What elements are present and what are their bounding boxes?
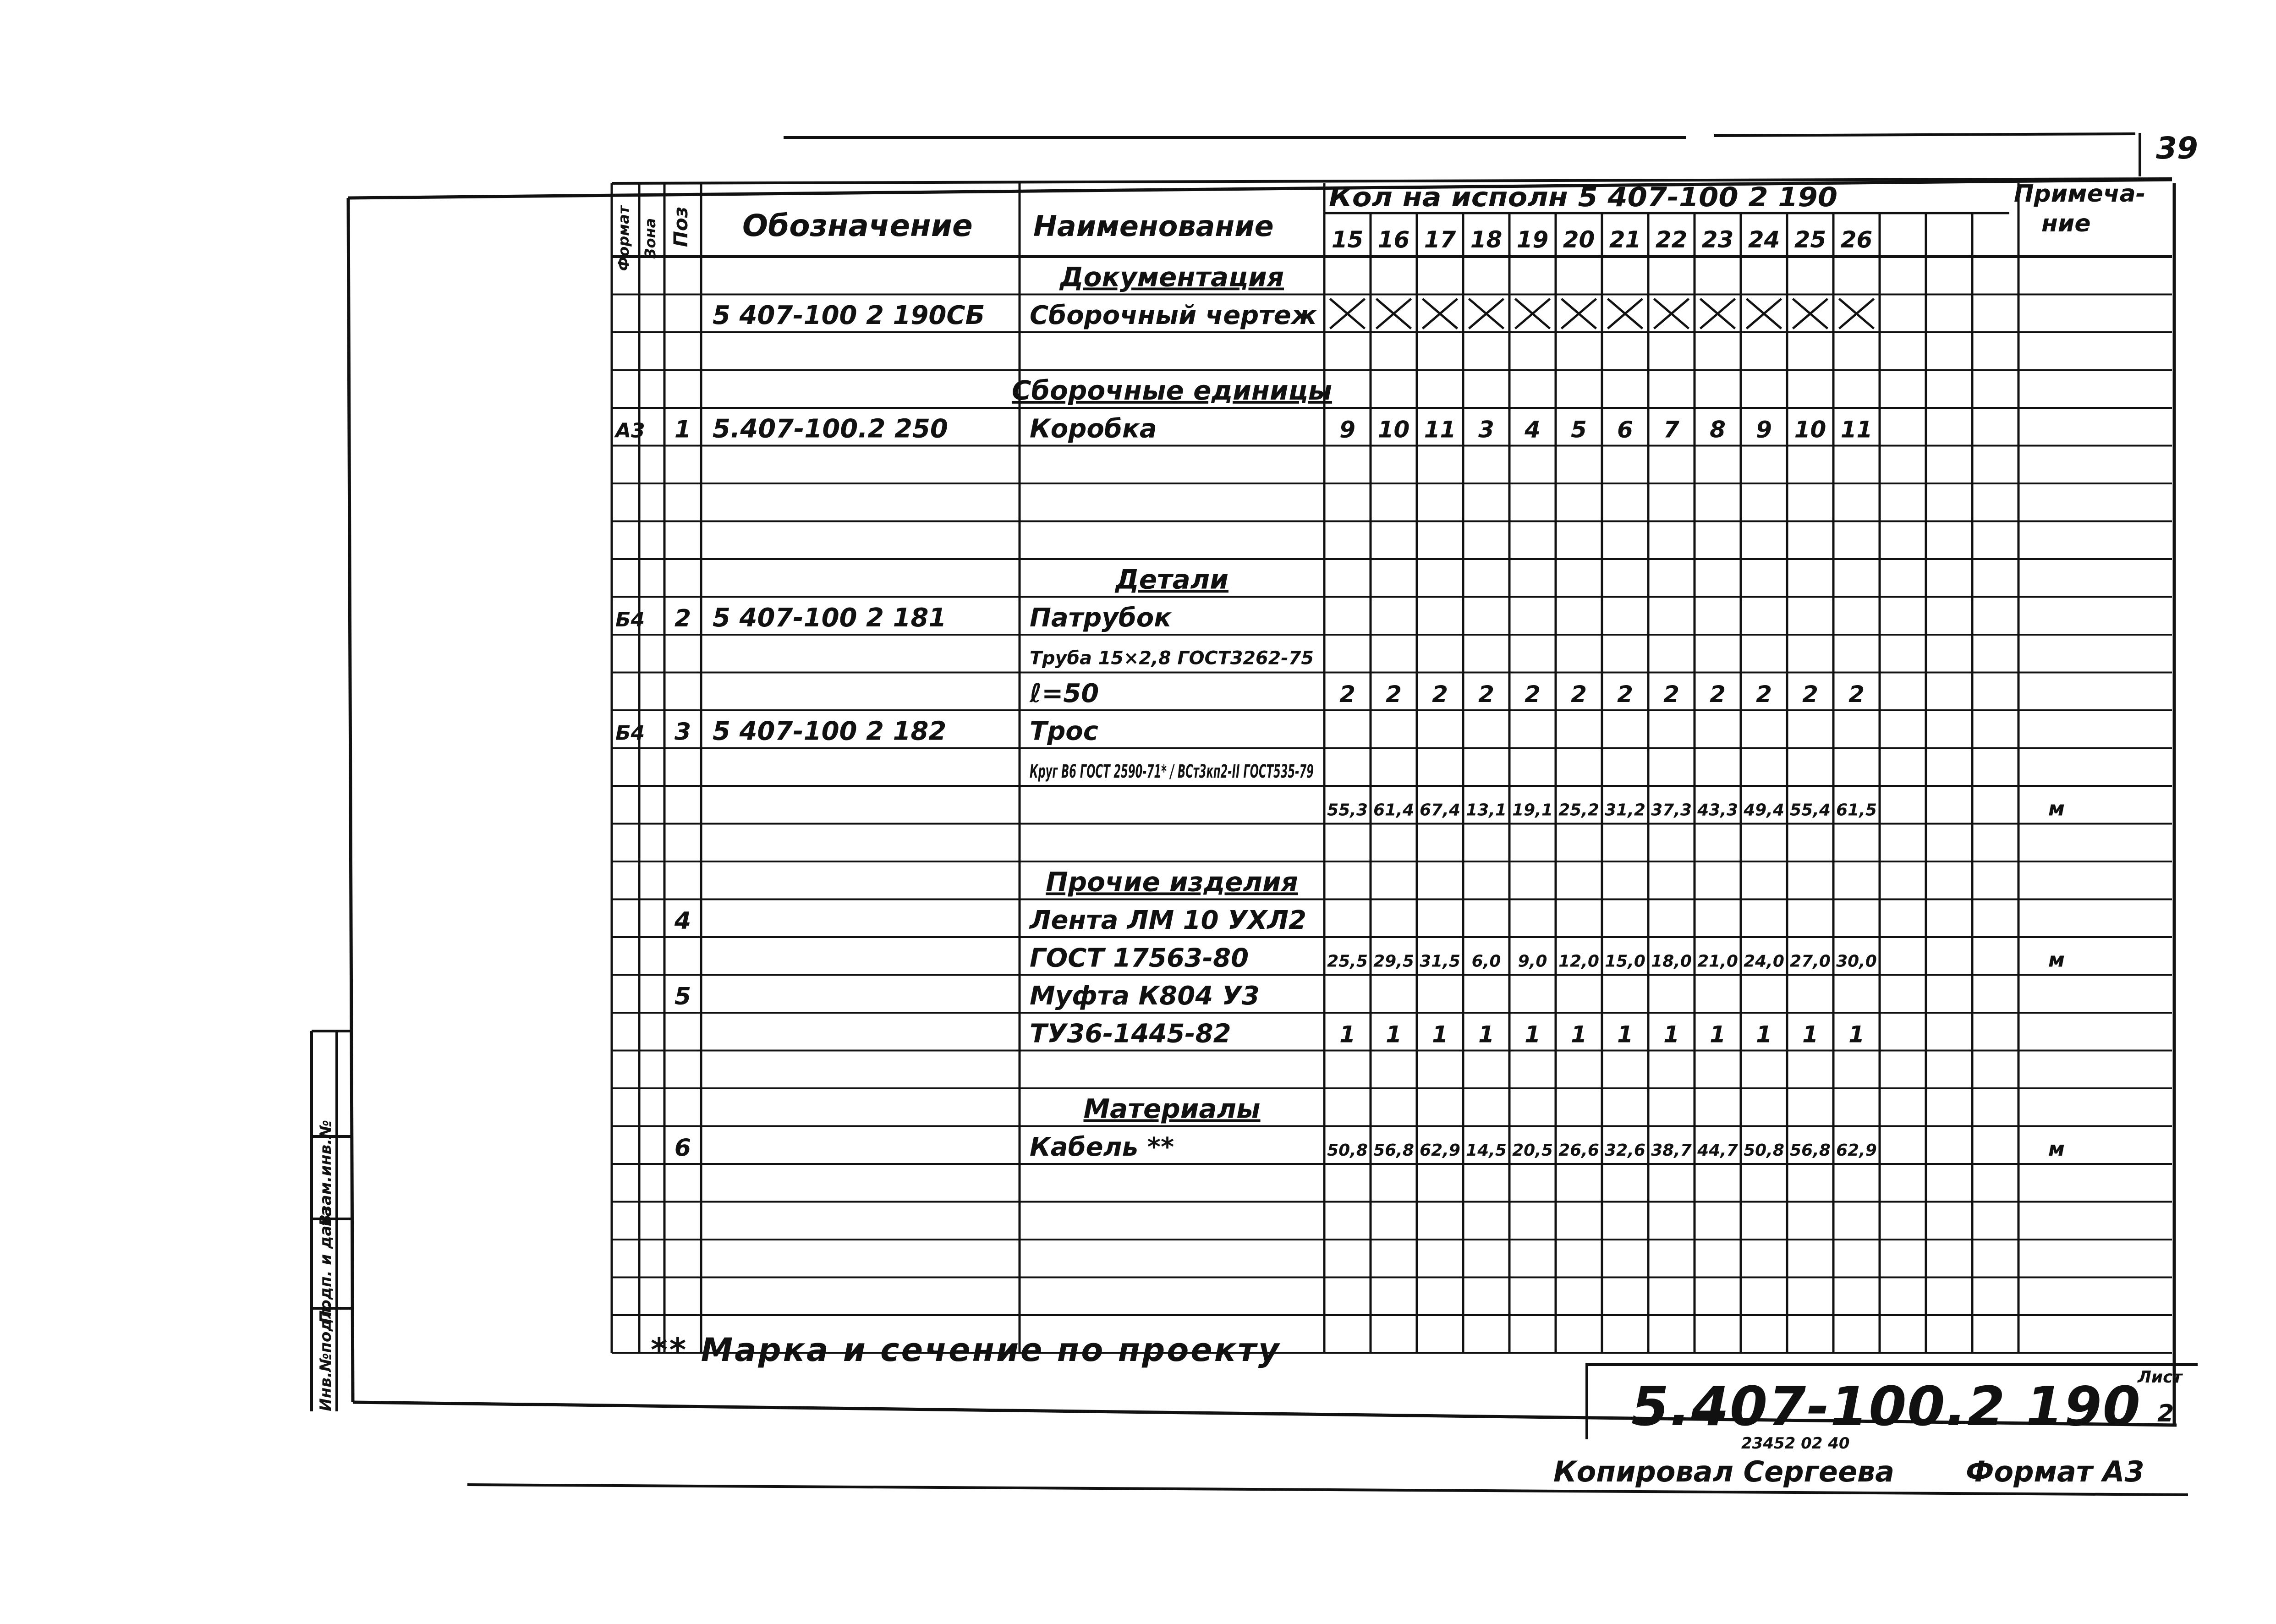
row-name: Трос — [1030, 716, 1098, 746]
row-name: Патрубок — [1030, 603, 1172, 633]
qty-value: 12,0 — [1558, 952, 1599, 971]
row-note: м — [2048, 948, 2065, 972]
qty-value: 67,4 — [1420, 801, 1460, 820]
qty-value: 11 — [1424, 416, 1456, 443]
qty-value: 15,0 — [1605, 952, 1645, 971]
qty-value: 2 — [1848, 681, 1865, 708]
bottom-rule — [467, 1485, 2188, 1495]
qty-value: 38,7 — [1651, 1141, 1692, 1160]
qty-value: 61,4 — [1373, 801, 1414, 820]
qty-value: 37,3 — [1651, 801, 1692, 820]
qty-value: 6 — [1617, 416, 1633, 443]
qty-value: 2 — [1432, 681, 1448, 708]
row-pos: 1 — [674, 416, 691, 444]
qty-value: 1 — [1663, 1021, 1679, 1048]
top-rule — [1714, 134, 2135, 136]
qty-value: 62,9 — [1420, 1141, 1460, 1160]
qty-value: 31,2 — [1605, 801, 1645, 820]
row-designation: 5 407-100 2 182 — [713, 716, 947, 746]
qty-value: 18,0 — [1651, 952, 1692, 971]
qty-value: 2 — [1663, 681, 1679, 708]
qty-value: 2 — [1710, 681, 1726, 708]
row-name: Лента ЛМ 10 УХЛ2 — [1030, 905, 1306, 935]
sheet-number: 2 — [2157, 1400, 2174, 1427]
qty-value: 9 — [1339, 416, 1355, 443]
qty-value: 2 — [1802, 681, 1818, 708]
header-qty-group: Кол на исполн 5 407-100 2 190 — [1329, 181, 1837, 213]
side-stamp-label: Подп. и дата — [317, 1206, 335, 1324]
qty-value: 10 — [1794, 416, 1826, 443]
sheet-label: Лист — [2138, 1368, 2183, 1387]
qty-value: 20,5 — [1512, 1141, 1553, 1160]
qty-value: 10 — [1377, 416, 1410, 443]
row-note: м — [2048, 1137, 2065, 1161]
qty-value: 1 — [1525, 1021, 1541, 1048]
qty-value: 21,0 — [1697, 952, 1738, 971]
qty-value: 11 — [1840, 416, 1873, 443]
qty-value: 26,6 — [1558, 1141, 1599, 1160]
qty-value: 1 — [1339, 1021, 1355, 1048]
qty-value: 25,2 — [1558, 801, 1599, 820]
qty-value: 1 — [1802, 1021, 1818, 1048]
footnote: ** Марка и сечение по проекту — [651, 1331, 1281, 1369]
section-heading: Сборочные единицы — [1011, 375, 1333, 406]
qty-value: 1 — [1478, 1021, 1494, 1048]
qty-value: 2 — [1617, 681, 1633, 708]
row-format: Б4 — [615, 721, 645, 745]
row-name: Труба 15×2,8 ГОСТ3262-75 — [1030, 647, 1314, 669]
variant-label: 26 — [1840, 226, 1873, 253]
qty-value: 62,9 — [1836, 1141, 1877, 1160]
variant-label: 21 — [1609, 226, 1641, 253]
qty-value: 1 — [1571, 1021, 1587, 1048]
row-name: Муфта К804 У3 — [1030, 981, 1260, 1011]
header-designation: Обозначение — [742, 208, 973, 243]
qty-value: 61,5 — [1836, 801, 1877, 820]
qty-value: 44,7 — [1697, 1141, 1738, 1160]
variant-label: 19 — [1516, 226, 1549, 253]
qty-value: 14,5 — [1466, 1141, 1507, 1160]
qty-value: 49,4 — [1744, 801, 1784, 820]
qty-value: 2 — [1339, 681, 1355, 708]
qty-value: 2 — [1478, 681, 1494, 708]
qty-value: 5 — [1571, 416, 1587, 443]
page-number: 39 — [2156, 131, 2198, 166]
qty-value: 31,5 — [1420, 952, 1460, 971]
qty-value: 1 — [1710, 1021, 1726, 1048]
qty-value: 56,8 — [1790, 1141, 1831, 1160]
qty-value: 4 — [1525, 416, 1541, 443]
qty-value: 9 — [1756, 416, 1772, 443]
qty-value: 7 — [1663, 416, 1679, 443]
qty-value: 6,0 — [1471, 952, 1501, 971]
section-heading: Детали — [1115, 564, 1228, 595]
qty-value: 2 — [1386, 681, 1402, 708]
row-pos: 5 — [674, 983, 691, 1010]
qty-value: 29,5 — [1373, 952, 1414, 971]
variant-label: 15 — [1331, 226, 1364, 253]
variant-label: 18 — [1470, 226, 1503, 253]
qty-value: 56,8 — [1373, 1141, 1414, 1160]
qty-value: 32,6 — [1605, 1141, 1645, 1160]
variant-label: 17 — [1424, 226, 1456, 253]
row-format: Б4 — [615, 608, 645, 631]
variant-label: 20 — [1563, 226, 1595, 253]
row-name: Коробка — [1030, 414, 1157, 444]
qty-value: 50,8 — [1327, 1141, 1368, 1160]
row-name: ТУ36-1445-82 — [1030, 1019, 1231, 1049]
section-heading: Документация — [1059, 261, 1284, 293]
row-note: м — [2048, 797, 2065, 821]
variant-label: 22 — [1655, 226, 1688, 253]
qty-value: 43,3 — [1697, 801, 1738, 820]
qty-value: 30,0 — [1836, 952, 1877, 971]
row-name: ℓ=50 — [1030, 679, 1099, 708]
archive-number: 23452 02 40 — [1741, 1434, 1850, 1453]
format-label: Формат А3 — [1966, 1455, 2144, 1488]
section-heading: Прочие изделия — [1046, 866, 1298, 898]
row-name: Сборочный чертеж — [1030, 301, 1317, 330]
variant-label: 23 — [1701, 226, 1734, 253]
qty-value: 2 — [1571, 681, 1587, 708]
qty-value: 1 — [1617, 1021, 1633, 1048]
qty-value: 55,3 — [1327, 801, 1368, 820]
qty-value: 1 — [1432, 1021, 1448, 1048]
variant-label: 24 — [1748, 226, 1780, 253]
side-stamp-label: Инв.№подл. — [317, 1301, 335, 1411]
qty-value: 1 — [1848, 1021, 1865, 1048]
qty-value: 19,1 — [1512, 801, 1553, 820]
row-format: А3 — [615, 419, 645, 443]
row-name: ГОСТ 17563-80 — [1030, 943, 1249, 973]
document-number: 5.407-100.2 190 — [1631, 1375, 2141, 1438]
row-name: Круг В6 ГОСТ 2590-71* / ВСт3кп2-II ГОСТ535-79 — [1030, 761, 1314, 782]
qty-value: 2 — [1525, 681, 1541, 708]
qty-value: 27,0 — [1790, 952, 1831, 971]
frame-left — [348, 198, 353, 1402]
qty-value: 2 — [1756, 681, 1772, 708]
qty-value: 1 — [1386, 1021, 1402, 1048]
row-pos: 3 — [674, 718, 691, 746]
row-pos: 6 — [674, 1134, 691, 1162]
header-note: ние — [2041, 210, 2091, 237]
qty-value: 3 — [1478, 416, 1494, 443]
row-designation: 5.407-100.2 250 — [713, 414, 948, 444]
section-heading: Материалы — [1083, 1093, 1261, 1125]
header-zone: Зона — [642, 218, 659, 259]
header-note: Примеча- — [2014, 180, 2146, 208]
qty-value: 25,5 — [1327, 952, 1368, 971]
qty-value: 8 — [1710, 416, 1726, 443]
side-stamp-label: Взам.инв.№ — [317, 1120, 335, 1226]
variant-label: 25 — [1794, 226, 1826, 253]
qty-value: 13,1 — [1466, 801, 1507, 820]
qty-value: 9,0 — [1518, 952, 1547, 971]
qty-value: 50,8 — [1744, 1141, 1784, 1160]
row-pos: 4 — [674, 907, 691, 935]
copied-by: Копировал Сергеева — [1553, 1455, 1895, 1488]
qty-value: 55,4 — [1790, 801, 1831, 820]
row-designation: 5 407-100 2 181 — [713, 603, 947, 633]
row-designation: 5 407-100 2 190СБ — [713, 301, 985, 330]
qty-value: 1 — [1756, 1021, 1772, 1048]
header-format: Формат — [615, 205, 632, 271]
header-pos: Поз — [669, 206, 692, 247]
variant-label: 16 — [1377, 226, 1410, 253]
row-pos: 2 — [674, 605, 691, 632]
row-name: Кабель ** — [1030, 1132, 1174, 1162]
header-name: Наименование — [1033, 209, 1274, 243]
qty-value: 24,0 — [1744, 952, 1784, 971]
